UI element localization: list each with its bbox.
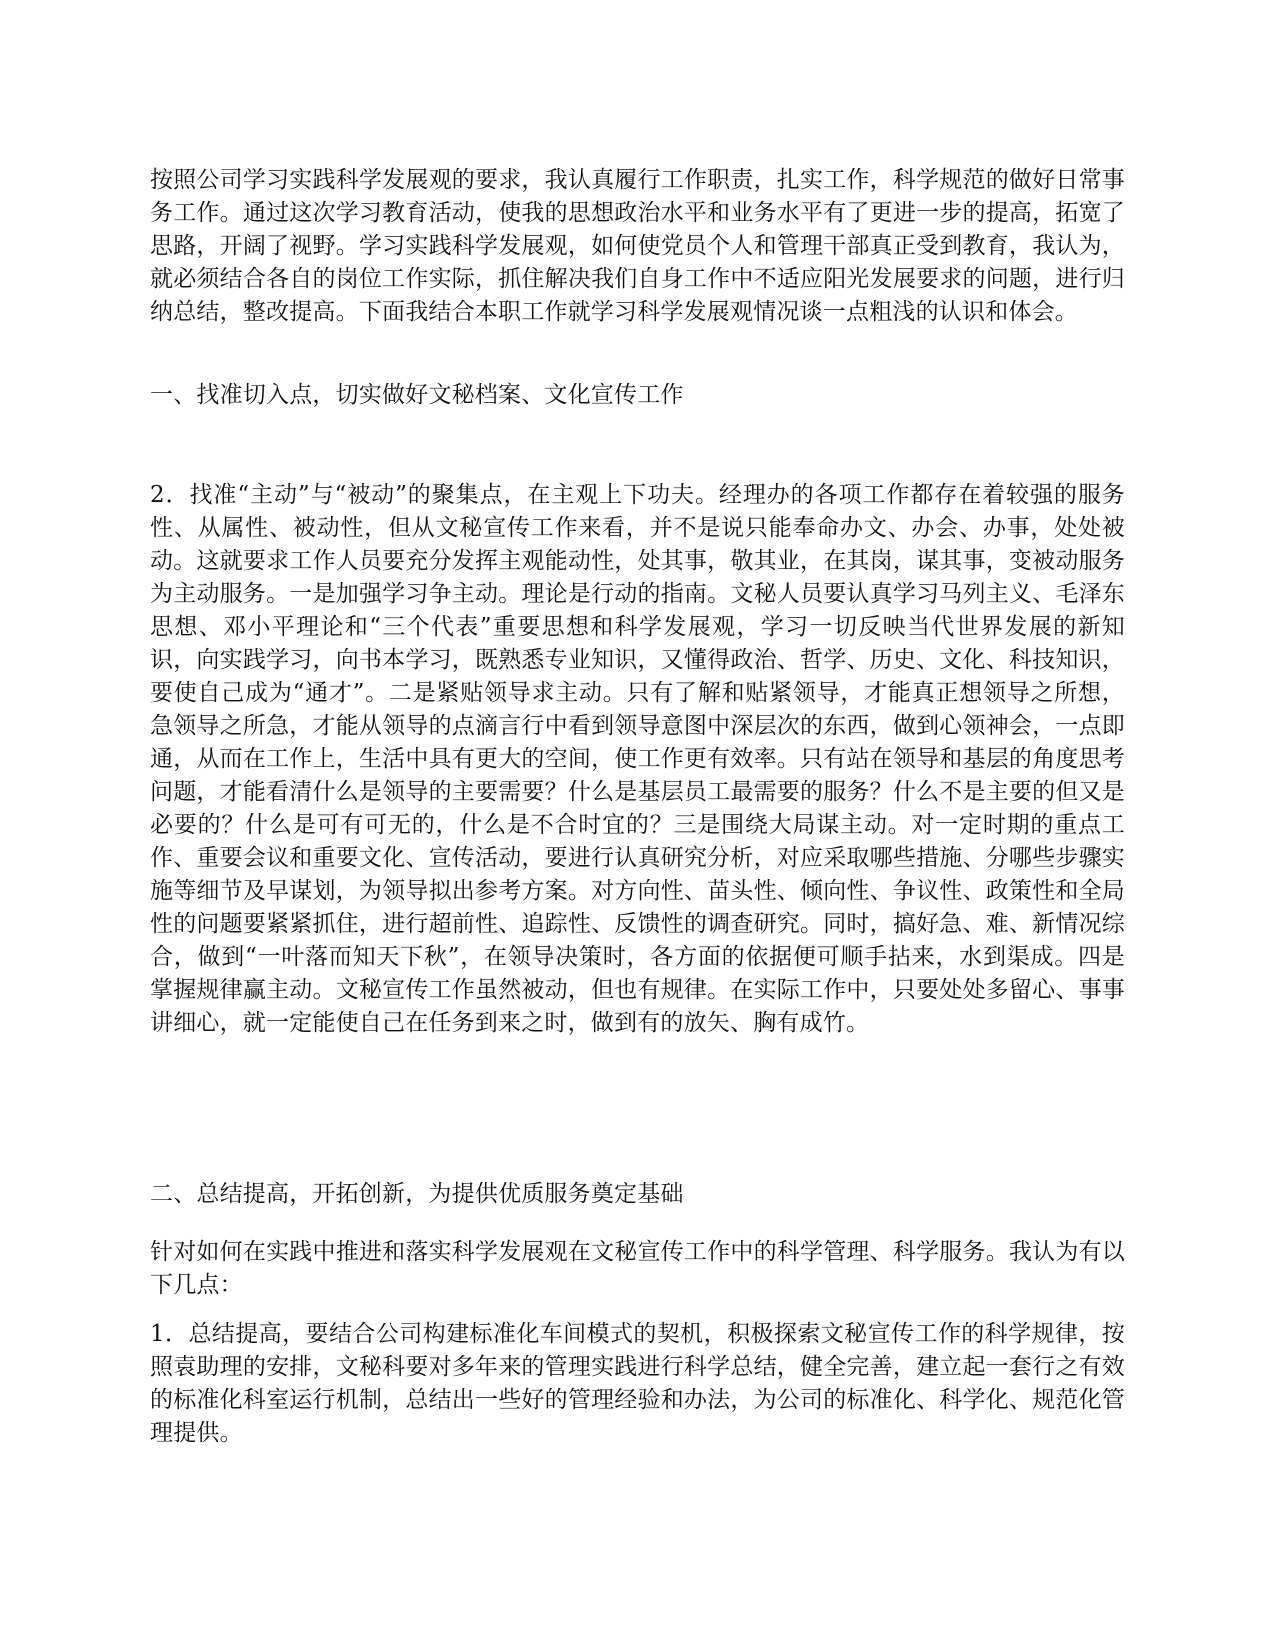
intro-paragraph: 按照公司学习实践科学发展观的要求，我认真履行工作职责，扎实工作，科学规范的做好日常事务工作。通过这次学习教育活动，使我的思想政治水平和业务水平有了更进一步的提高，拓宽了思路，开阔了视野。学习实践科学发展观，如何使党员个人和管理干部真正受到教育，我认为，就必须结合各自的岗位工作实际，抓住解决我们自身工作中不适应阳光发展要求的问题，进行归纳总结，整改提高。下面我结合本职工作就学习科学发展观情况谈一点粗浅的认识和体会。 bbox=[150, 167, 1125, 325]
document-page bbox=[150, 0, 1125, 1650]
section-two-heading: 二、总结提高，开拓创新，为提供优质服务奠定基础 bbox=[150, 1181, 684, 1207]
item-2-paragraph: 2．找准“主动”与“被动”的聚集点，在主观上下功夫。经理办的各项工作都存在着较强的服务性、从属性、被动性，但从文秘宣传工作来看，并不是说只能奉命办文、办会、办事，处处被动。这就要求工作人员要充分发挥主观能动性，处其事，敬其业，在其岗，谋其事，变被动服务为主动服务。一是加强学习争主动。理论是行动的指南。文秘人员要认真学习马列主义、毛泽东思想、邓小平理论和“三个代表”重要思想和科学发展观，学习一切反映当代世界发展的新知识，向实践学习，向书本学习，既熟悉专业知识，又懂得政治、哲学、历史、文化、科技知识，要使自己成为“通才”。二是紧贴领导求主动。只有了解和贴紧领导，才能真正想领导之所想，急领导之所急，才能从领导的点滴言行中看到领导意图中深层次的东西，做到心领神会，一点即通，从而在工作上，生活中具有更大的空间，使工作更有效率。只有站在领导和基层的角度思考问题，才能看清什么是领导的主要需要？什么是基层员工最需要的服务？什么不是主要的但又是必要的？什么是可有可无的，什么是不合时宜的？三是围绕大局谋主动。对一定时期的重点工作、重要会议和重要文化、宣传活动，要进行认真研究分析，对应采取哪些措施、分哪些步骤实施等细节及早谋划，为领导拟出参考方案。对方向性、苗头性、倾向性、争议性、政策性和全局性的问题要紧紧抓住，进行超前性、追踪性、反馈性的调查研究。同时，搞好急、难、新情况综合，做到“一叶落而知天下秋”，在领导决策时，各方面的依据便可顺手拈来，水到渠成。四是掌握规律赢主动。文秘宣传工作虽然被动，但也有规律。在实际工作中，只要处处多留心、事事讲细心，就一定能使自己在任务到来之时，做到有的放矢、胸有成竹。 bbox=[150, 482, 1125, 1036]
section-one-heading: 一、找准切入点，切实做好文秘档案、文化宣传工作 bbox=[150, 382, 684, 408]
section-two-intro-paragraph: 针对如何在实践中推进和落实科学发展观在文秘宣传工作中的科学管理、科学服务。我认为有以下几点： bbox=[150, 1239, 1125, 1298]
item-1-paragraph: 1．总结提高，要结合公司构建标准化车间模式的契机，积极探索文秘宣传工作的科学规律，按照袁助理的安排，文秘科要对多年来的管理实践进行科学总结，健全完善，建立起一套行之有效的标准化科室运行机制，总结出一些好的管理经验和办法，为公司的标准化、科学化、规范化管理提供。 bbox=[150, 1321, 1125, 1446]
